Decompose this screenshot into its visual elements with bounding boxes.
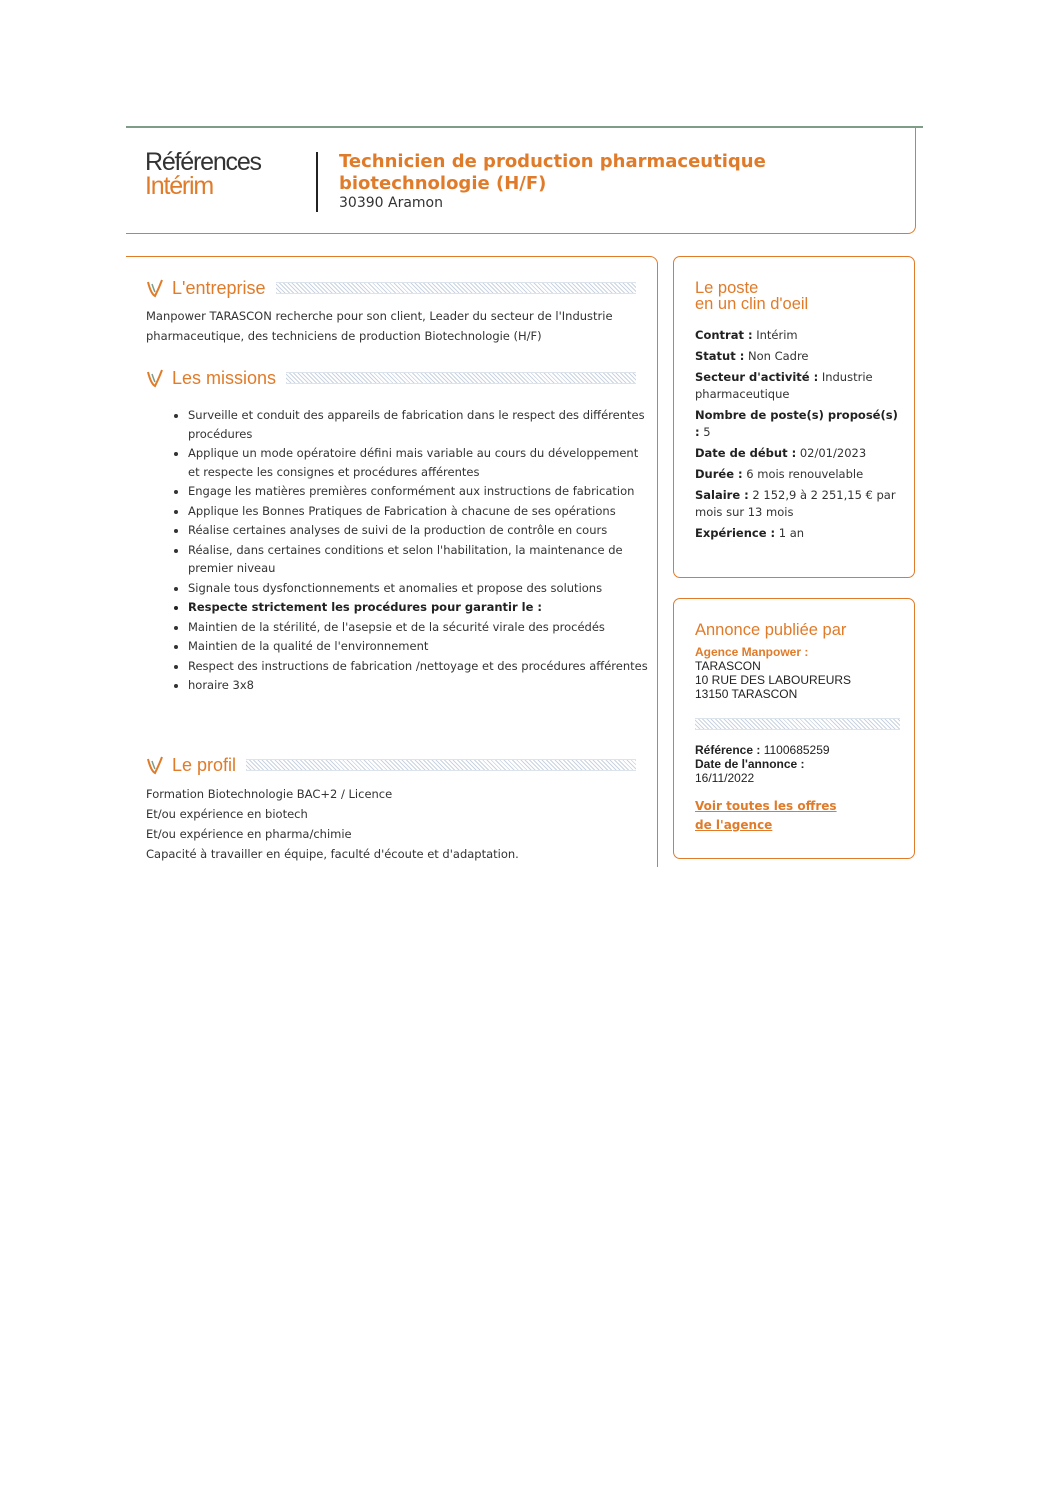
profil-line: Et/ou expérience en pharma/chimie <box>146 827 352 841</box>
profil-line: Formation Biotechnologie BAC+2 / Licence <box>146 787 393 801</box>
poste-contrat: Contrat : Intérim <box>695 328 798 342</box>
annonce-reference: Référence : 1100685259 <box>695 743 830 757</box>
list-item: • horaire 3x8 <box>188 676 653 695</box>
annonce-address-line: TARASCON <box>695 659 761 673</box>
job-location: 30390 Aramon <box>339 195 443 211</box>
section-bullet-icon <box>146 278 164 298</box>
list-item: • Réalise certaines analyses de suivi de la production de contrôle en cours <box>188 521 653 540</box>
annonce-title: Annonce publiée par <box>695 621 847 639</box>
poste-summary-box <box>673 256 915 578</box>
annonce-date-value: 16/11/2022 <box>695 771 755 785</box>
entreprise-text: Manpower TARASCON recherche pour son client, Leader du secteur de l'Industrie pharmaceutique, des techniciens de production Biotechnologie (H/F) <box>146 309 613 343</box>
list-item: • Maintien de la stérilité, de l'asepsie et de la sécurité virale des procédés <box>188 618 653 637</box>
section-entreprise-title: L'entreprise <box>172 277 266 298</box>
profil-text <box>146 784 636 864</box>
annonce-box <box>673 598 915 859</box>
missions-list <box>168 406 653 696</box>
list-item: • Surveille et conduit des appareils de fabrication dans le respect des différentes procédures <box>188 406 653 443</box>
list-item: • Respecte strictement les procédures pour garantir le : <box>188 598 653 617</box>
poste-debut: Date de début : 02/01/2023 <box>695 446 867 460</box>
logo-line1: Références <box>145 148 261 176</box>
annonce-agence: Agence Manpower : <box>695 645 809 659</box>
section-hatch <box>276 282 637 294</box>
section-hatch <box>286 372 636 384</box>
list-item: • Respect des instructions de fabrication /nettoyage et des procédures afférentes <box>188 657 653 676</box>
header-divider <box>316 152 318 212</box>
list-item: • Applique les Bonnes Pratiques de Fabrication à chacune de ses opérations <box>188 502 653 521</box>
section-hatch <box>246 759 636 771</box>
poste-title-line2: en un clin d'oeil <box>695 295 809 313</box>
logo <box>145 150 261 198</box>
section-profil-title: Le profil <box>172 754 237 775</box>
poste-experience: Expérience : 1 an <box>695 526 805 540</box>
section-missions-title: Les missions <box>172 367 277 388</box>
poste-secteur: Secteur d'activité : Industrie pharmaceutique <box>695 370 873 401</box>
profil-line: Capacité à travailler en équipe, faculté d'écoute et d'adaptation. <box>146 847 519 861</box>
agency-offers-link-line1[interactable]: Voir toutes les offres <box>695 799 837 813</box>
section-bullet-icon <box>146 755 164 775</box>
section-bullet-icon <box>146 368 164 388</box>
agency-offers-link-line2[interactable]: de l'agence <box>695 818 773 832</box>
list-item: • Engage les matières premières conformément aux instructions de fabrication <box>188 482 653 501</box>
annonce-date-label: Date de l'annonce : <box>695 757 805 771</box>
list-item: • Maintien de la qualité de l'environnement <box>188 637 653 656</box>
job-title: Technicien de production pharmaceutique biotechnologie (H/F) <box>339 151 766 194</box>
annonce-hatch <box>695 718 900 730</box>
section-missions-header <box>146 366 636 390</box>
list-item: • Signale tous dysfonctionnements et anomalies et propose des solutions <box>188 579 653 598</box>
annonce-address-line: 10 RUE DES LABOUREURS <box>695 673 852 687</box>
poste-statut: Statut : Non Cadre <box>695 349 809 363</box>
poste-salaire: Salaire : 2 152,9 à 2 251,15 € par mois sur 13 mois <box>695 488 896 519</box>
poste-duree: Durée : 6 mois renouvelable <box>695 467 864 481</box>
poste-nombre: Nombre de poste(s) proposé(s) : 5 <box>695 408 898 439</box>
section-profil-header <box>146 753 636 777</box>
annonce-address-line: 13150 TARASCON <box>695 687 798 701</box>
list-item: • Réalise, dans certaines conditions et selon l'habilitation, la maintenance de premier niveau <box>188 541 653 578</box>
agency-offers-link[interactable] <box>695 797 900 835</box>
list-item: • Applique un mode opératoire défini mais variable au cours du développement et respecte les consignes et procédures afférentes <box>188 444 653 481</box>
poste-title-line1: Le poste <box>695 279 759 297</box>
profil-line: Et/ou expérience en biotech <box>146 807 308 821</box>
logo-line2: Intérim <box>145 172 214 200</box>
section-entreprise-header <box>146 276 636 300</box>
